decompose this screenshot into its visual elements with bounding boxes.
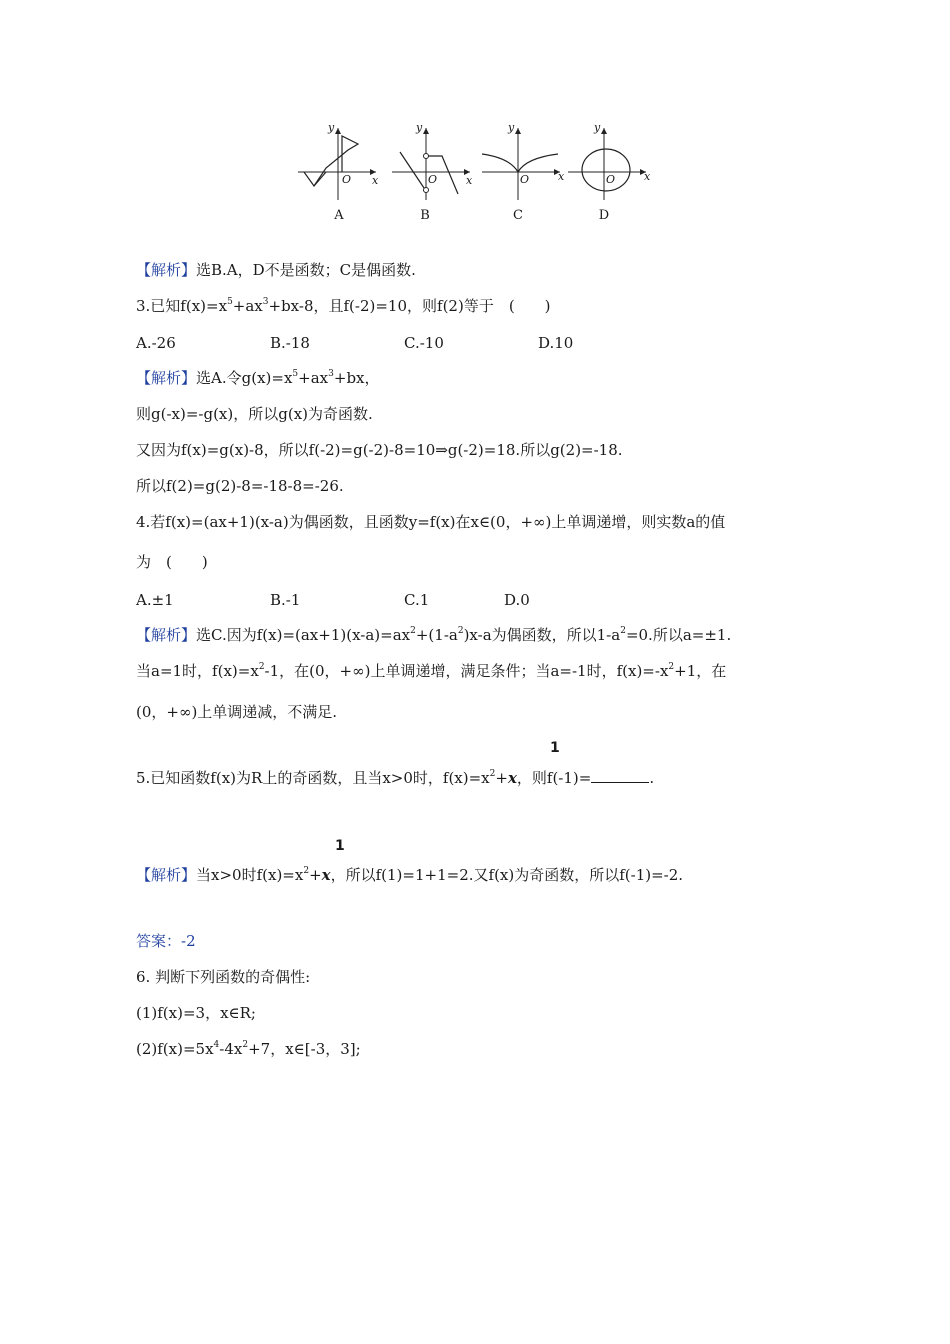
q3-analysis-1: 【解析】选A.令$g(x)=x^5+ax^3+bx$， [136, 369, 380, 387]
graph-label: A [334, 208, 344, 223]
graph-label: B [420, 208, 430, 223]
q4-analysis-1: 【解析】选C.因为$f(x)=(ax+1)(x-a)=ax^2+(1-a^2)x-a$为偶函数，所以$1-a^2=0$.所以a=±1. [136, 626, 732, 644]
analysis-tag: 【解析】 [136, 866, 197, 884]
q2-analysis: 【解析】选B.A，D不是函数；C是偶函数. [136, 261, 416, 279]
graph-c [480, 118, 570, 223]
y-axis-label: y [416, 121, 423, 134]
function-graphs [296, 118, 686, 228]
graph-label: D [598, 208, 610, 223]
q5-frac-denominator: x [507, 769, 517, 787]
q3-analysis-3: 又因为f(x)=g(x)-8，所以f(-2)=g(-2)-8=10⇒g(-2)=18.所以g(2)=-18. [136, 441, 623, 459]
q5-stem: 5.已知函数f(x)为R上的奇函数，且当x>0时，$f(x)=x^2+x$，则f(-1)= . [136, 769, 655, 787]
q4-stem-1: 4.若f(x)=(ax+1)(x-a)为偶函数，且函数y=f(x)在x∈(0，+∞)上单调递增，则实数a的值 [136, 513, 726, 531]
origin-label: O [520, 173, 530, 186]
x-axis-label: x [558, 170, 565, 183]
origin-label: O [342, 173, 352, 186]
q5-analysis-frac-numerator: 1 [335, 838, 345, 854]
y-axis-label: y [508, 121, 515, 134]
x-axis-label: x [644, 170, 651, 183]
q4-option-d: D.0 [504, 591, 530, 609]
q3-analysis-4: 所以f(2)=g(2)-8=-18-8=-26. [136, 477, 344, 495]
q5-analysis: 【解析】当x>0时$f(x)=x^2+x$，所以f(1)=1+1=2.又f(x)为奇函数，所以f(-1)=-2. [136, 866, 684, 884]
graph-label: C [513, 208, 523, 223]
q3-stem: 3.已知$f(x)=x^5+ax^3+bx-8$，且f(-2)=10，则f(2)等于 ( ) [136, 297, 551, 315]
graph-b [390, 118, 480, 223]
analysis-tag: 【解析】 [136, 626, 197, 644]
q3-analysis-2: 则g(-x)=-g(x)，所以g(x)为奇函数. [136, 405, 373, 423]
q3-option-b: B.-18 [270, 334, 310, 352]
origin-label: O [428, 173, 438, 186]
origin-label: O [606, 173, 616, 186]
y-axis-label: y [594, 121, 601, 134]
q4-option-c: C.1 [404, 591, 430, 609]
q5-frac-numerator: 1 [550, 740, 560, 756]
y-axis-label: y [328, 121, 335, 134]
analysis-tag: 【解析】 [136, 369, 197, 387]
q4-stem-2: 为 ( ) [136, 553, 208, 571]
q6-stem: 6. 判断下列函数的奇偶性: [136, 968, 311, 986]
q6-part-1: (1)f(x)=3，x∈R; [136, 1004, 256, 1022]
q4-analysis-2: 当a=1时，$f(x)=x^2-1$，在(0，+∞)上单调递增，满足条件；当a=-1时，$f(x)=-x^2+1$，在 [136, 662, 727, 680]
q3-option-a: A.-26 [136, 334, 176, 352]
q4-analysis-3: (0，+∞)上单调递减，不满足. [136, 703, 338, 721]
q6-part-2: $(2)f(x)=5x^4-4x^2+7$，x∈[-3，3]; [136, 1040, 361, 1058]
q4-option-a: A.±1 [136, 591, 174, 609]
q5-answer: 答案：-2 [136, 932, 196, 950]
q3-option-d: D.10 [538, 334, 574, 352]
graph-a [296, 118, 386, 223]
answer-blank[interactable] [591, 768, 649, 783]
graph-d [566, 118, 656, 223]
x-axis-label: x [372, 174, 379, 187]
q5-analysis-frac-denominator: x [321, 866, 331, 884]
q3-option-c: C.-10 [404, 334, 444, 352]
q4-option-b: B.-1 [270, 591, 301, 609]
analysis-tag: 【解析】 [136, 261, 197, 279]
x-axis-label: x [466, 174, 473, 187]
